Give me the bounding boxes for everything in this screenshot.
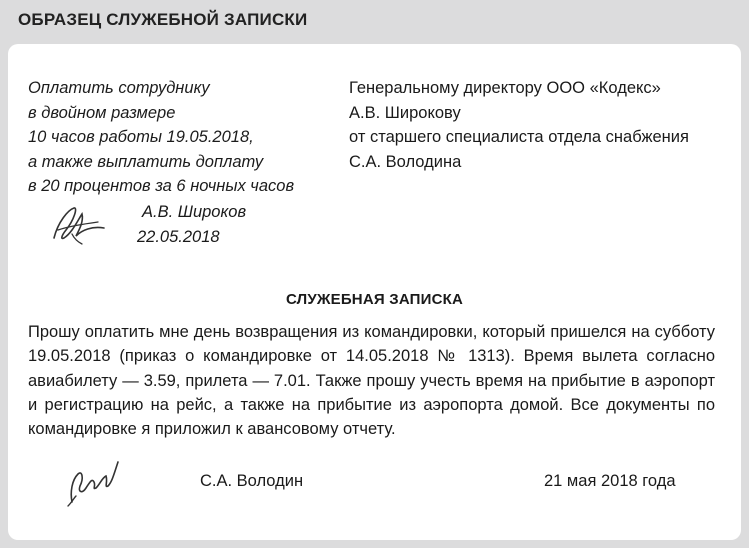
resolution-line: в 20 процентов за 6 ночных часов	[28, 177, 295, 195]
addressee-line: Генеральному директору ООО «Кодекс»	[349, 79, 661, 97]
addressee-line: С.А. Володина	[349, 152, 462, 171]
document-body: Прошу оплатить мне день возвращения из командировки, который пришелся на субботу 19.05.2018 (приказ о командировке от 14.05.2018 № 1313). Время вылета согласно авиабилету — 3.59, прилета — 7.01. Также прошу учесть время на прибытие в аэропорт и регистрацию на рейс, а также на прибытие из аэропорта домой. Все документы по командировке я приложил к авансовому отчету.	[28, 323, 715, 439]
author-signature	[62, 452, 122, 512]
resolution-line: Оплатить сотруднику	[28, 79, 210, 97]
resolution-line: в двойном размере	[28, 103, 176, 122]
addressee-block	[349, 76, 689, 174]
resolution-line: а также выплатить доплату	[28, 152, 264, 171]
page-header	[0, 0, 749, 44]
resolution-line: 10 часов работы 19.05.2018,	[28, 128, 254, 146]
document-date: 21 мая 2018 года	[544, 472, 676, 490]
document-author: С.А. Володин	[200, 472, 304, 490]
document-title: СЛУЖЕБНАЯ ЗАПИСКА	[285, 291, 464, 308]
addressee-line: от старшего специалиста отдела снабжения	[349, 128, 689, 146]
director-signature	[48, 200, 108, 248]
resolution-signer: А.В. Широков	[142, 203, 247, 221]
resolution-date: 22.05.2018	[137, 228, 220, 246]
page-title: ОБРАЗЕЦ СЛУЖЕБНОЙ ЗАПИСКИ	[18, 10, 308, 29]
addressee-line: А.В. Широкову	[349, 103, 461, 122]
resolution-block	[28, 76, 294, 199]
